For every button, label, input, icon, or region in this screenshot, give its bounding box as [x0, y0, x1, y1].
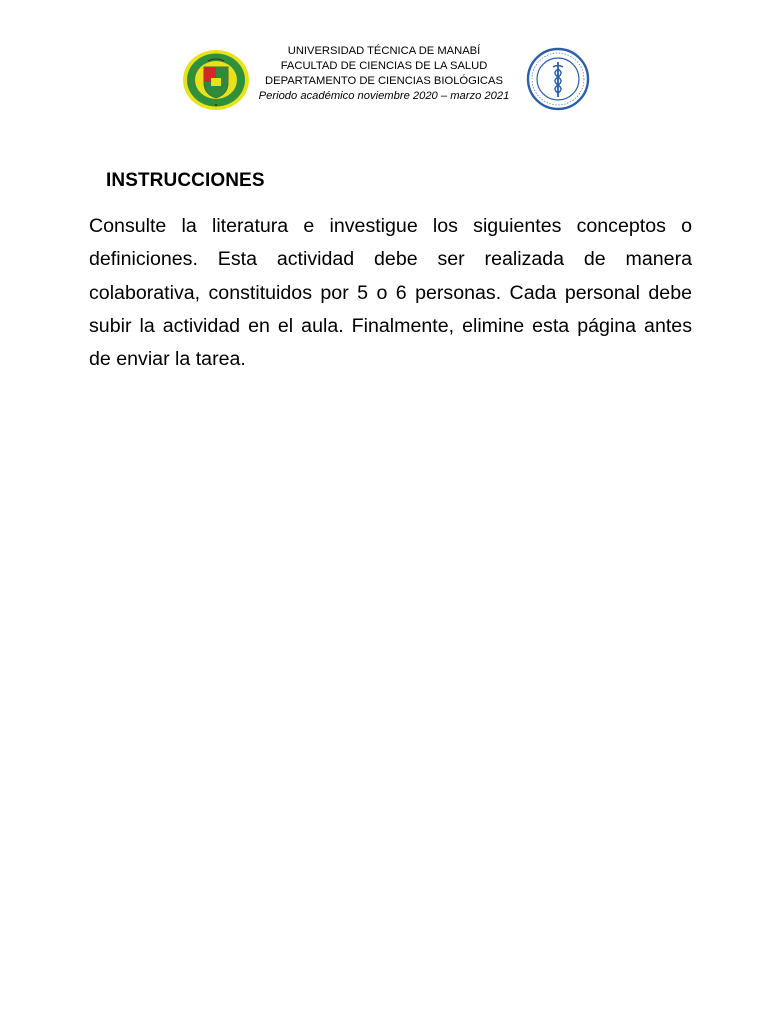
academic-period: Periodo académico noviembre 2020 – marzo 2021	[258, 90, 510, 102]
department-name: DEPARTAMENTO DE CIENCIAS BIOLÓGICAS	[265, 75, 503, 87]
faculty-caduceus-seal-icon	[526, 47, 590, 111]
header-titles	[236, 44, 532, 104]
instructions-heading: INSTRUCCIONES	[106, 170, 265, 191]
document-header	[0, 44, 768, 116]
instructions-paragraph: Consulte la literatura e investigue los siguientes conceptos o definiciones. Esta actividad debe ser realizada de manera colaborativa, constituidos por 5 o 6 personas. Cada personal debe subir la actividad en el aula. Finalmente, elimine esta página antes de enviar la tarea.	[89, 215, 692, 371]
faculty-name: FACULTAD DE CIENCIAS DE LA SALUD	[280, 60, 488, 72]
university-name: UNIVERSIDAD TÉCNICA DE MANABÍ	[287, 45, 481, 57]
